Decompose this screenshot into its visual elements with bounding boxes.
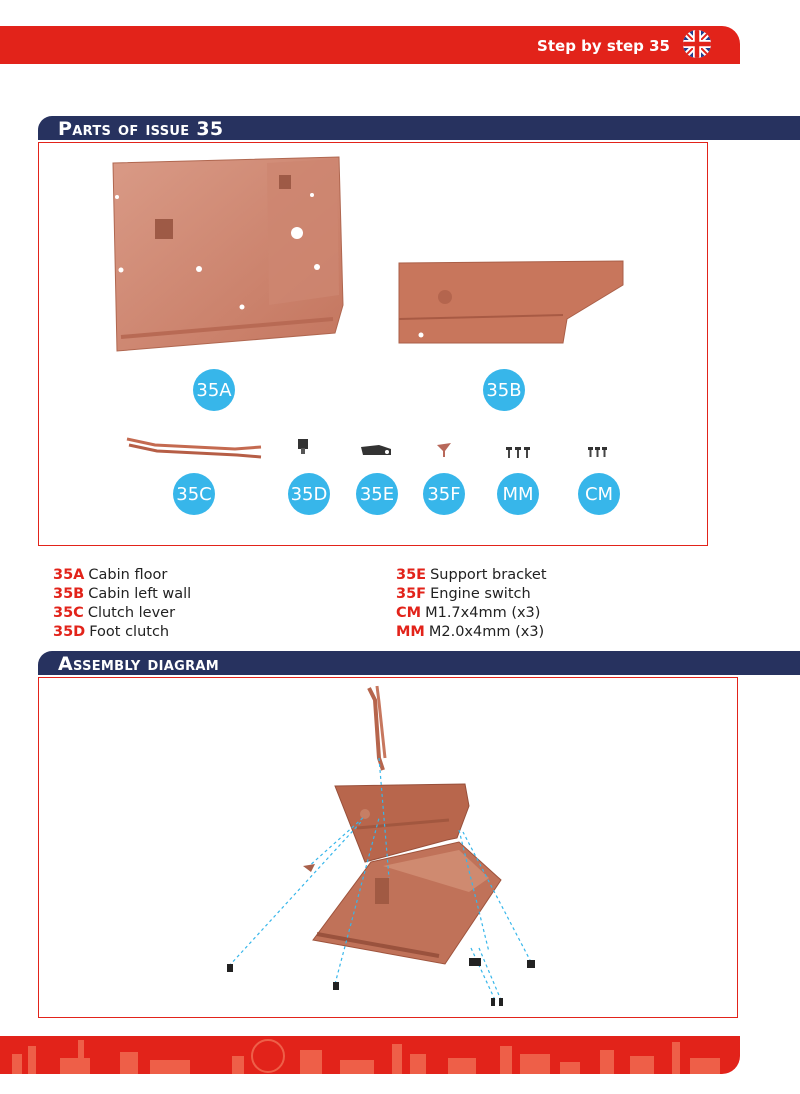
assembly-diagram xyxy=(39,678,736,1016)
legend-right xyxy=(396,566,547,642)
foot-clutch-part xyxy=(295,437,311,457)
uk-flag-icon xyxy=(683,30,711,58)
parts-frame xyxy=(38,142,708,546)
legend-item: 35F Engine switch xyxy=(396,586,531,602)
label-35c: 35C xyxy=(173,473,215,515)
legend-left xyxy=(53,566,191,642)
parts-section-title: Parts of issue 35 xyxy=(58,118,224,140)
legend-item: CM M1.7x4mm (x3) xyxy=(396,605,541,621)
support-bracket-part xyxy=(359,443,395,459)
label-mm: MM xyxy=(497,473,539,515)
footer-band xyxy=(0,1036,740,1074)
step-title: Step by step 35 xyxy=(537,37,670,55)
legend-item: 35E Support bracket xyxy=(396,567,547,583)
engine-switch-part xyxy=(435,441,453,459)
assembly-section-title: Assembly diagram xyxy=(58,653,220,675)
label-35d: 35D xyxy=(288,473,330,515)
label-35a: 35A xyxy=(193,369,235,411)
legend-item: 35A Cabin floor xyxy=(53,567,168,583)
cabin-floor-part xyxy=(107,155,347,355)
assembly-frame xyxy=(38,677,738,1018)
label-35f: 35F xyxy=(423,473,465,515)
parts-section-header xyxy=(38,116,800,140)
legend-item: 35D Foot clutch xyxy=(53,624,170,640)
legend-item: 35B Cabin left wall xyxy=(53,586,192,602)
clutch-lever-part xyxy=(125,433,265,463)
label-cm: CM xyxy=(578,473,620,515)
legend-item: MM M2.0x4mm (x3) xyxy=(396,624,545,640)
cm-screws-part xyxy=(587,445,609,459)
legend-item: 35C Clutch lever xyxy=(53,605,176,621)
assembly-section-header xyxy=(38,651,800,675)
london-skyline-icon xyxy=(0,1036,740,1074)
cabin-left-wall-part xyxy=(397,259,629,349)
label-35e: 35E xyxy=(356,473,398,515)
mm-screws-part xyxy=(505,445,531,459)
label-35b: 35B xyxy=(483,369,525,411)
